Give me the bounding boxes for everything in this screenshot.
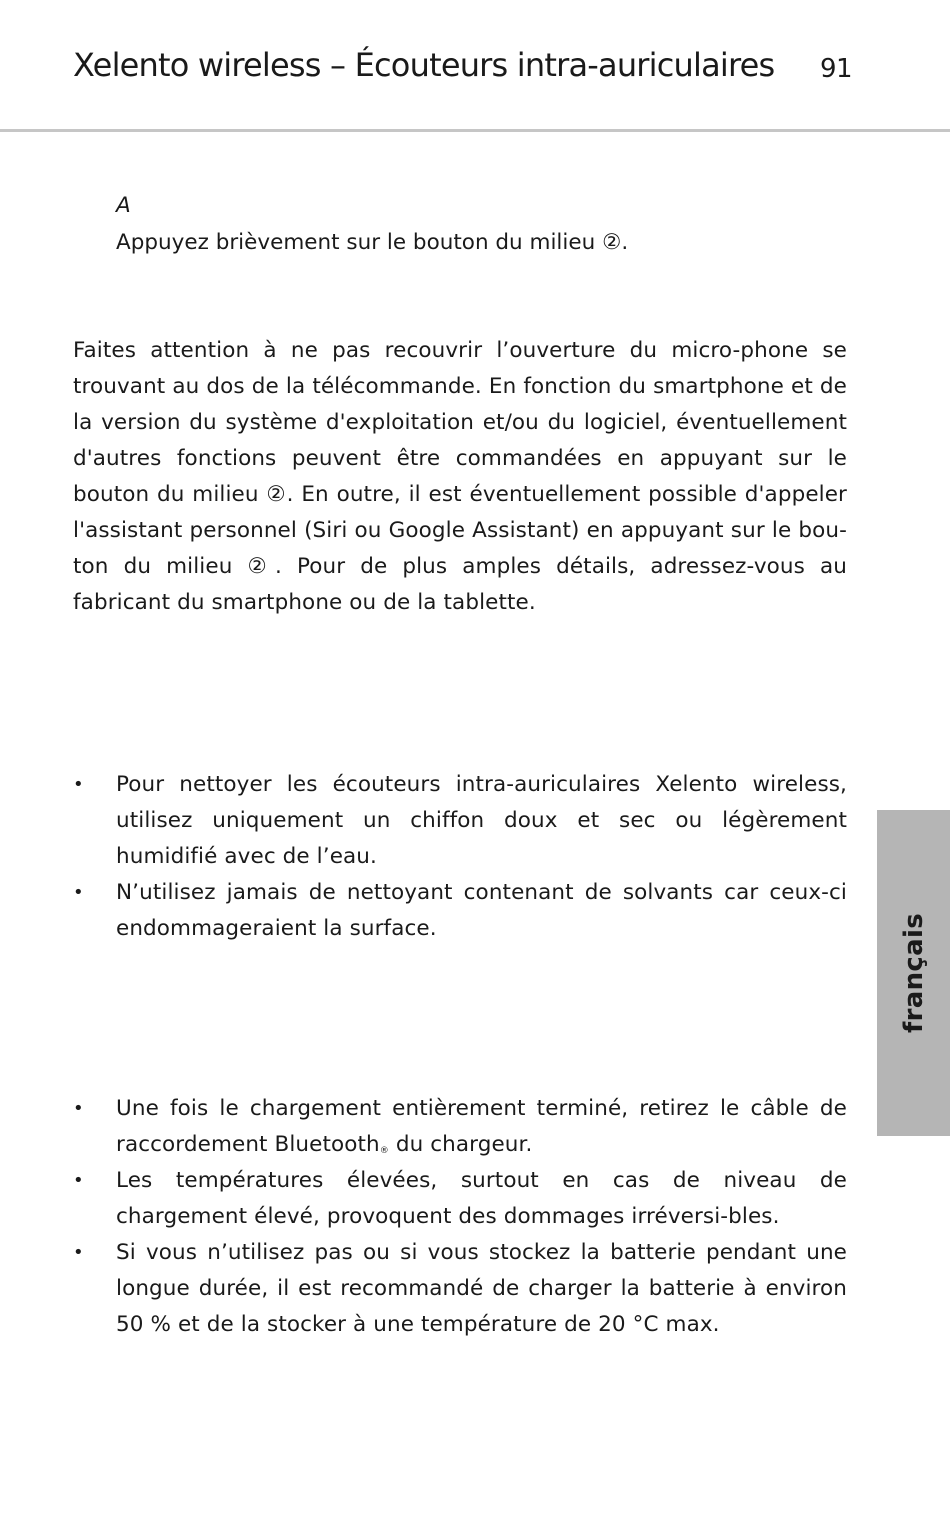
bullet: • [73,1242,84,1263]
language-tab [877,810,950,1136]
step-instruction: Appuyez brièvement sur le bouton du milieu ②. [116,230,629,255]
page-number: 91 [820,54,853,84]
bullet: • [73,1170,84,1191]
registered-mark: ® [379,1146,389,1156]
list-item [73,1163,847,1235]
list-item-text: Pour nettoyer les écouteurs intra-auriculaires Xelento wireless, utilisez uniquement un chiffon doux et sec ou légèrement humidifié avec de l’eau. [116,772,847,869]
battery-list [73,1091,847,1343]
page-header [0,0,950,130]
list-item-text: N’utilisez jamais de nettoyant contenant de solvants car ceux-ci endommageraient la surface. [116,880,847,941]
header-divider [0,129,950,132]
step-label: A [116,193,131,218]
list-item [73,1091,847,1163]
list-item [73,875,847,947]
bullet: • [73,882,84,903]
list-item [73,767,847,875]
list-item-text-part: Une fois le chargement entièrement terminé, retirez le câble de raccordement Bluetooth [116,1096,847,1157]
page-title: Xelento wireless – Écouteurs intra-auriculaires [73,46,775,84]
list-item-text: Si vous n’utilisez pas ou si vous stockez la batterie pendant une longue durée, il est recommandé de charger la batterie à environ 50 % et de la stocker à une température de 20 °C max. [116,1240,847,1337]
bullet: • [73,1098,84,1119]
list-item [73,1235,847,1343]
list-item-text [116,1091,847,1163]
list-item-text: Les températures élevées, surtout en cas de niveau de chargement élevé, provoquent des dommages irréversi-bles. [116,1168,847,1229]
note-paragraph-block [73,333,847,621]
language-tab-label: français [898,913,929,1033]
list-item-text-part: du chargeur. [388,1132,533,1157]
bullet: • [73,774,84,795]
cleaning-list [73,767,847,947]
note-paragraph: Faites attention à ne pas recouvrir l’ouverture du micro-phone se trouvant au dos de la télécommande. En fonction du smartphone et de la version du système d'exploitation et/ou du logiciel, éventuellement d'autres fonctions peuvent être commandées en appuyant sur le bouton du milieu ②. En outre, il est éventuellement possible d'appeler l'assistant personnel (Siri ou Google Assistant) en appuyant sur le bou-ton du milieu ②. Pour de plus amples détails, adressez-vous au fabricant du smartphone ou de la tablette. [73,338,847,615]
